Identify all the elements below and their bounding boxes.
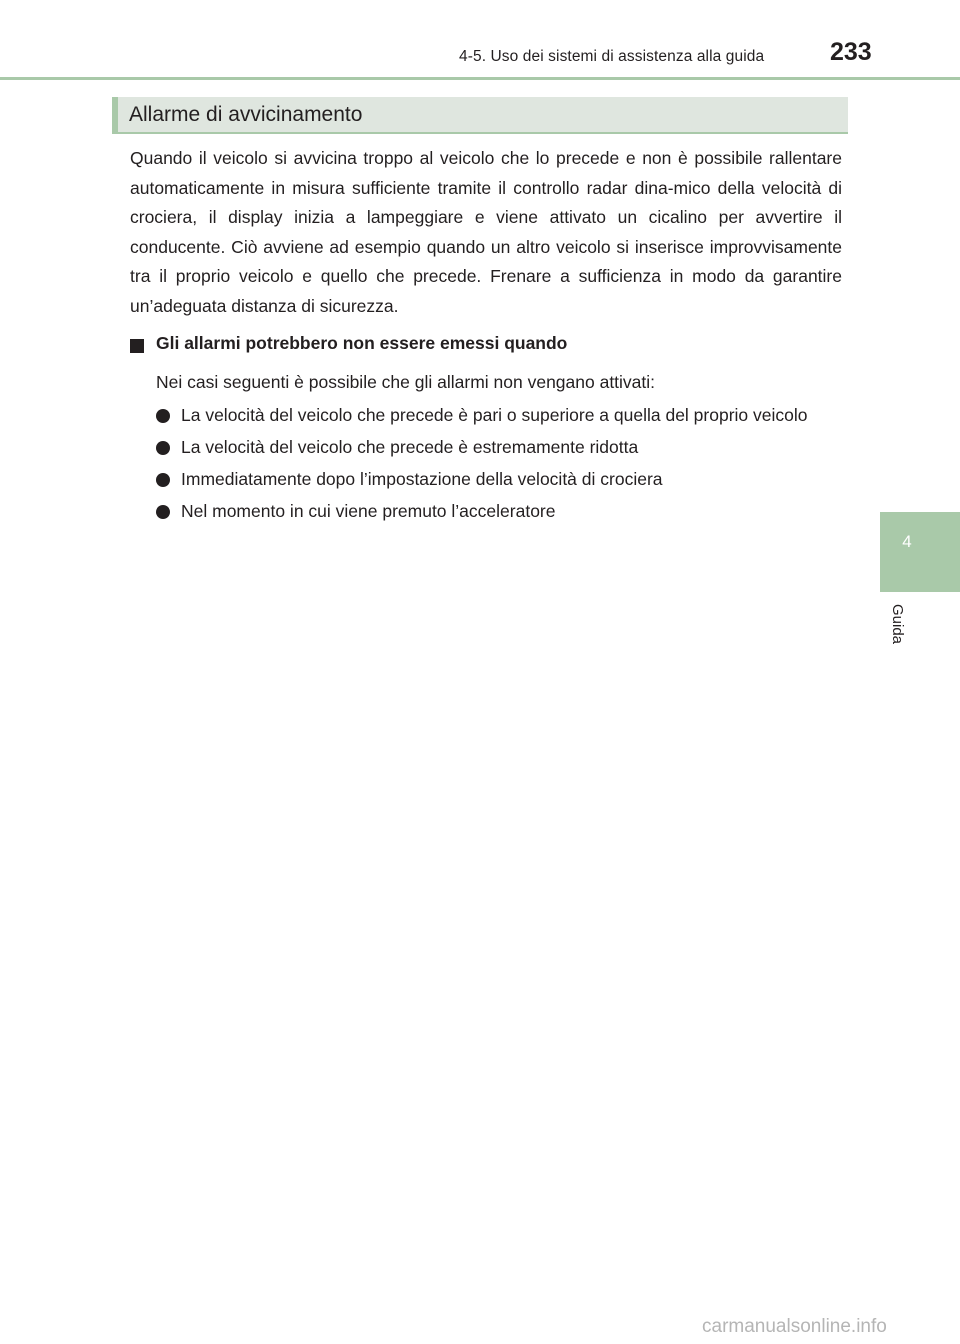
section-title: Allarme di avvicinamento: [129, 103, 363, 126]
watermark: carmanualsonline.info: [702, 1316, 887, 1337]
section-paragraph: Quando il veicolo si avvicina troppo al veicolo che lo precede e non è possibile rallentare automaticamente in misura sufficiente tramite il controllo radar dina-mico della velocità di crociera, il display inizia a lampeggiare e viene attivato un cicalino per avvertire il conducente. Ciò avviene ad esempio quando un altro veicolo si inserisce improvvisamente tra il proprio veicolo e quello che precede. Frenare a sufficienza in modo da garantire un’adeguata distanza di sicurezza.: [130, 148, 842, 316]
list-item: [156, 401, 846, 431]
section-heading-bar: [112, 97, 848, 134]
chapter-number: 4: [902, 532, 912, 551]
subsection-title: Gli allarmi potrebbero non essere emessi quando: [156, 333, 568, 353]
list-item-text: La velocità del veicolo che precede è estremamente ridotta: [181, 437, 639, 457]
list-item: [156, 433, 846, 463]
square-bullet-icon: [130, 339, 144, 353]
bullet-dot-icon: [156, 505, 170, 519]
condition-list: [156, 401, 846, 529]
header-divider: [0, 77, 960, 80]
list-item: [156, 497, 846, 527]
list-item-text: La velocità del veicolo che precede è pari o superiore a quella del proprio veicolo: [181, 405, 808, 425]
subsection-heading: [130, 333, 842, 363]
bullet-dot-icon: [156, 409, 170, 423]
subsection-intro: Nei casi seguenti è possibile che gli allarmi non vengano attivati:: [156, 372, 656, 392]
running-header-section: 4-5. Uso dei sistemi di assistenza alla guida: [459, 48, 765, 65]
bullet-dot-icon: [156, 473, 170, 487]
list-item-text: Immediatamente dopo l’impostazione della velocità di crociera: [181, 469, 663, 489]
list-item-text: Nel momento in cui viene premuto l’acceleratore: [181, 501, 556, 521]
section-heading-accent: [112, 97, 118, 134]
list-item: [156, 465, 846, 495]
chapter-label: Guida: [889, 604, 906, 645]
chapter-tab: [880, 512, 960, 592]
page-number: 233: [830, 38, 872, 66]
chapter-label-container: [884, 604, 924, 664]
bullet-dot-icon: [156, 441, 170, 455]
section-heading-underline: [112, 132, 848, 134]
